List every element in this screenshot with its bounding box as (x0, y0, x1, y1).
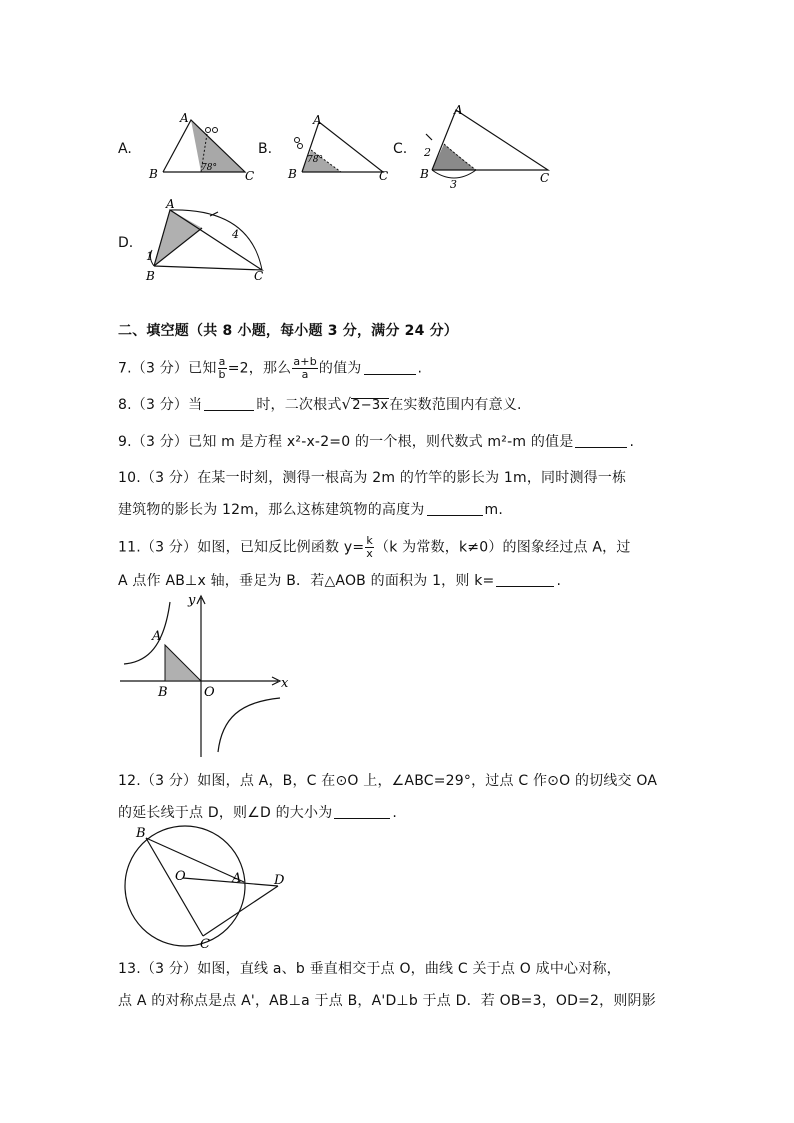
svg-text:3: 3 (450, 178, 457, 191)
svg-text:C: C (379, 169, 389, 182)
question-10-line-2: 建筑物的影长为 12m，那么这栋建筑物的高度为 m. (118, 502, 504, 518)
question-10-line-1: 10.（3 分）在某一时刻，测得一根高为 2m 的竹竿的影长为 1m，同时测得一栋 (118, 470, 627, 486)
svg-text:y: y (188, 593, 196, 608)
svg-text:D: D (274, 873, 285, 888)
svg-text:A: A (152, 629, 162, 644)
svg-text:B: B (146, 269, 155, 283)
q12-answer-blank[interactable] (334, 804, 390, 819)
question-12-line-1: 12.（3 分）如图，点 A，B，C 在⊙O 上，∠ABC=29°，过点 C 作⊙O 的切线交 OA (118, 773, 658, 789)
svg-text:A: A (454, 103, 463, 117)
q8-prefix: 8.（3 分）当 (118, 397, 203, 413)
q7-fraction-2: $\frac{a+b}{a}$ (293, 355, 317, 381)
q7-mid: =2，那么 (227, 360, 292, 377)
svg-text:O: O (175, 869, 186, 884)
svg-text:C: C (200, 937, 210, 950)
option-b-label: B. (258, 141, 273, 157)
question-9: 9.（3 分）已知 m 是方程 x²-x-2=0 的一个根，则代数式 m²-m 的值是 . (118, 434, 635, 450)
svg-text:78°: 78° (307, 155, 323, 165)
option-a-figure (145, 112, 255, 182)
q9-answer-blank[interactable] (575, 433, 627, 448)
question-8: 8.（3 分）当 时，二次根式√2−3x在实数范围内有意义. (118, 395, 522, 413)
q11-fraction: $\frac{k}{x}$ (366, 534, 374, 560)
q10-answer-blank[interactable] (427, 501, 483, 516)
svg-text:B: B (158, 685, 168, 700)
q7-suffix: 的值为 (318, 360, 362, 377)
question-7: 7.（3 分）已知 $\frac{a}{b}$ =2，那么 $\frac{a+b}{a}$ 的值为 . (118, 355, 423, 381)
svg-text:2: 2 (424, 146, 431, 159)
question-13-line-1: 13.（3 分）如图，直线 a、b 垂直相交于点 O，曲线 C 关于点 O 成中心对称， (118, 961, 621, 977)
question-12-line-2: 的延长线于点 D，则∠D 的大小为 . (118, 805, 398, 821)
option-b-figure (285, 112, 395, 182)
q8-radicand: 2−3x (352, 398, 389, 413)
option-d-figure (140, 198, 275, 283)
svg-text:O: O (204, 685, 215, 700)
svg-text:x: x (281, 676, 289, 691)
svg-text:C: C (245, 169, 255, 182)
svg-text:B: B (288, 167, 297, 181)
option-c-label: C. (393, 141, 408, 157)
q7-answer-blank[interactable] (364, 360, 416, 375)
svg-text:4: 4 (232, 228, 239, 241)
q7-prefix: 7.（3 分）已知 (118, 360, 217, 377)
svg-text:A: A (232, 871, 242, 886)
q8-mid: 时，二次根式 (256, 397, 342, 413)
q12-circle-figure (118, 822, 298, 950)
svg-text:C: C (540, 171, 550, 185)
svg-text:1: 1 (146, 250, 153, 263)
q11-answer-blank[interactable] (496, 572, 554, 587)
svg-text:78°: 78° (201, 163, 217, 173)
option-d-label: D. (118, 235, 134, 251)
svg-text:A: A (180, 112, 189, 125)
option-a-label: A. (118, 141, 132, 157)
option-c-figure (418, 102, 558, 192)
q9-text: 9.（3 分）已知 m 是方程 x²-x-2=0 的一个根，则代数式 m²-m 的值是 (118, 434, 574, 450)
question-11-line-1: 11.（3 分）如图，已知反比例函数 y= $\frac{k}{x}$ （k 为常数，k≠0）的图象经过点 A，过 (118, 534, 631, 560)
svg-text:B: B (149, 167, 158, 181)
svg-text:A: A (166, 198, 175, 211)
question-13-line-2: 点 A 的对称点是点 A'，AB⊥a 于点 B，A'D⊥b 于点 D．若 OB=3，OD=2，则阴影 (118, 993, 656, 1009)
svg-text:B: B (136, 826, 146, 841)
q8-suffix: 在实数范围内有意义. (389, 397, 522, 413)
svg-text:C: C (254, 269, 264, 283)
q7-fraction-1: $\frac{a}{b}$ (218, 355, 226, 381)
section-title: 二、填空题（共 8 小题，每小题 3 分，满分 24 分） (118, 323, 459, 339)
svg-text:B: B (420, 167, 429, 181)
svg-text:A: A (313, 113, 322, 127)
question-11-line-2: A 点作 AB⊥x 轴，垂足为 B．若△AOB 的面积为 1，则 k= . (118, 573, 562, 589)
q8-answer-blank[interactable] (204, 396, 254, 411)
q11-hyperbola-figure (118, 592, 298, 762)
